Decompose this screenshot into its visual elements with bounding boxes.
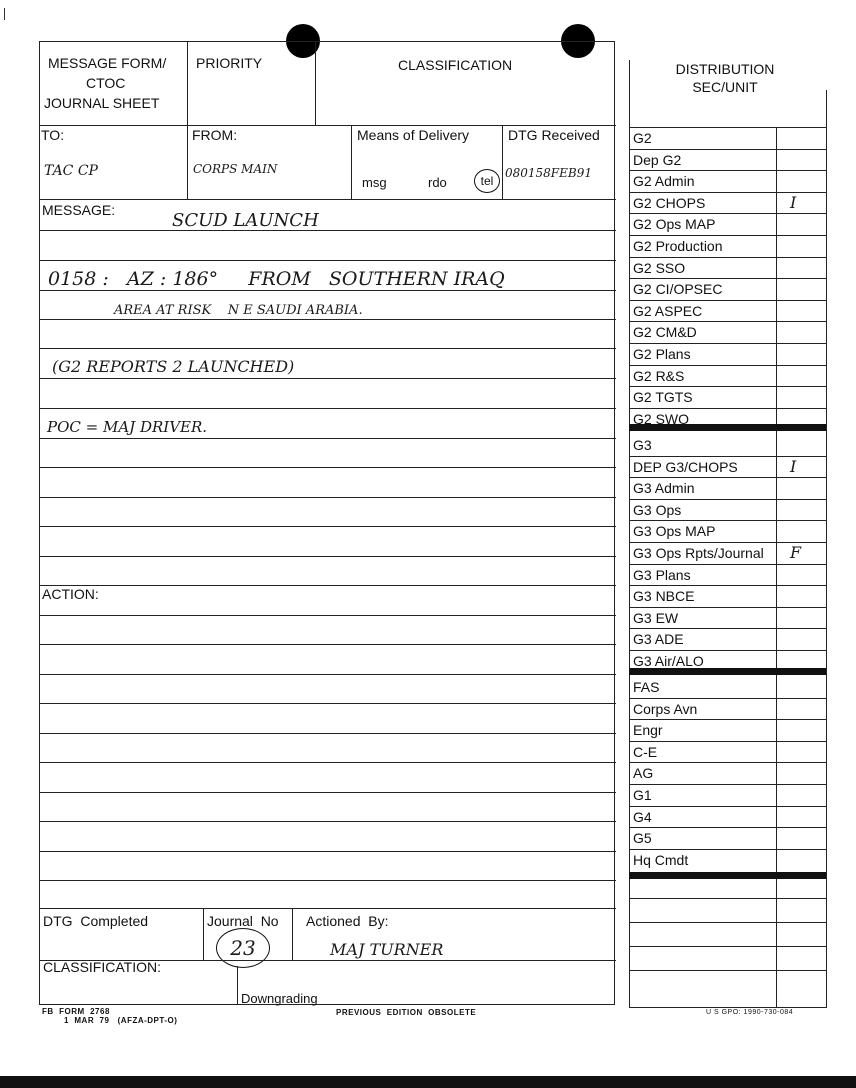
distribution-item-label: G2 Plans: [633, 346, 691, 362]
form-title: [44, 53, 184, 113]
to-label: TO:: [41, 127, 65, 143]
distribution-border-right: [826, 90, 827, 1008]
form-main-border: [39, 41, 615, 1005]
distribution-row-line: [629, 235, 826, 236]
form-title-line1: MESSAGE FORM/: [48, 55, 167, 71]
distribution-item-label: G1: [633, 787, 652, 803]
distribution-item-label: FAS: [633, 679, 660, 695]
distribution-item-label: Hq Cmdt: [633, 851, 689, 868]
downgrading-divider: [237, 966, 238, 1005]
distribution-row-line: [629, 898, 826, 899]
message-line-2[interactable]: AREA AT RISK N E SAUDI ARABIA.: [114, 303, 363, 318]
distribution-item-label: G2 CI/OPSEC: [633, 281, 723, 298]
distribution-row-line: [629, 741, 826, 742]
page-bottom-edge: [0, 1076, 856, 1088]
distribution-row-line: [629, 762, 826, 763]
ruled-line: [39, 880, 616, 881]
means-of-delivery-label: Means of Delivery: [357, 127, 470, 143]
ruled-line: [39, 556, 616, 557]
distribution-row-line: [629, 827, 826, 828]
ruled-line: [39, 230, 616, 231]
distribution-item-label: G2 Production: [633, 238, 723, 254]
distribution-title: [650, 60, 800, 96]
distribution-row-line: [629, 127, 826, 128]
journal-no-value[interactable]: 23: [216, 928, 270, 968]
page-left-edge-mark: [4, 8, 5, 20]
distribution-item-label: G3 EW: [633, 609, 679, 626]
ruled-line: [39, 290, 616, 291]
form-id-line1: FB FORM 2768: [42, 1007, 110, 1016]
distribution-item-label: G3 NBCE: [633, 588, 695, 605]
distribution-item-label: Dep G2: [633, 151, 682, 168]
distribution-item-label: G2 TGTS: [633, 389, 693, 406]
distribution-title-line1: DISTRIBUTION: [675, 61, 775, 77]
distribution-row-line: [629, 365, 826, 366]
bottom-divider-1: [203, 908, 204, 960]
distribution-row-line: [629, 278, 826, 279]
from-value[interactable]: CORPS MAIN: [193, 162, 278, 176]
distribution-border-left: [629, 60, 630, 1008]
distribution-row-line: [629, 970, 826, 971]
distribution-row-line: [629, 698, 826, 699]
distribution-row-line: [629, 343, 826, 344]
form-id-line2: 1 MAR 79 (AFZA-DPT-O): [64, 1016, 178, 1025]
distribution-row-line: [629, 520, 826, 521]
distribution-item-label: DEP G3/CHOPS: [633, 458, 738, 475]
ruled-line: [39, 378, 616, 379]
ruled-line: [39, 674, 616, 675]
distribution-row-line: [629, 257, 826, 258]
distribution-row-line: [629, 213, 826, 214]
distribution-item-label: G3 Plans: [633, 566, 691, 583]
dtg-received-value[interactable]: 080158FEB91: [505, 166, 592, 180]
ruled-line: [39, 526, 616, 527]
distribution-item-label: G4: [633, 808, 652, 825]
ruled-line: [39, 348, 616, 349]
distribution-row-line: [629, 784, 826, 785]
routing-divider-3: [502, 125, 503, 199]
distribution-item-label: G3 ADE: [633, 631, 684, 648]
from-label: FROM:: [192, 127, 238, 143]
ruled-line: [39, 408, 616, 409]
actioned-by-value[interactable]: MAJ TURNER: [330, 940, 444, 959]
message-label: MESSAGE:: [42, 202, 116, 218]
distribution-group-separator: [629, 872, 826, 879]
distribution-row-line: [629, 806, 826, 807]
routing-divider-2: [351, 125, 352, 199]
ruled-line: [39, 703, 616, 704]
distribution-item-label: G3 Ops: [633, 501, 682, 518]
distribution-item-label: Engr: [633, 722, 663, 739]
ruled-line: [39, 792, 616, 793]
distribution-group-separator: [629, 668, 826, 675]
message-line-1[interactable]: 0158 : AZ : 186° FROM SOUTHERN IRAQ: [48, 268, 505, 290]
means-option-rdo[interactable]: rdo: [428, 175, 447, 190]
classification-header-label: CLASSIFICATION: [398, 57, 513, 73]
ruled-line: [39, 260, 616, 261]
ruled-line: [39, 497, 616, 498]
ruled-line: [39, 319, 616, 320]
distribution-item-label: G2 CM&D: [633, 324, 697, 341]
distribution-item-label: G2: [633, 130, 652, 146]
distribution-bottom-line: [629, 1007, 826, 1008]
distribution-item-label: G3 Air/ALO: [633, 653, 704, 669]
distribution-row-line: [629, 607, 826, 608]
distribution-row-line: [629, 456, 826, 457]
distribution-item-mark[interactable]: I: [790, 192, 797, 212]
means-option-msg[interactable]: msg: [362, 175, 387, 190]
distribution-item-label: G2 R&S: [633, 367, 685, 384]
classification-footer-label: CLASSIFICATION:: [43, 959, 161, 975]
distribution-row-line: [629, 321, 826, 322]
dtg-received-label: DTG Received: [508, 127, 600, 143]
distribution-row-line: [629, 477, 826, 478]
dtg-completed-label: DTG Completed: [43, 913, 149, 929]
distribution-item-label: G2 Admin: [633, 173, 695, 190]
distribution-row-line: [629, 719, 826, 720]
bottom-block-top-line: [39, 908, 616, 909]
distribution-row-line: [629, 922, 826, 923]
message-top-line: [39, 199, 616, 200]
distribution-row-line: [629, 585, 826, 586]
previous-edition-note: PREVIOUS EDITION OBSOLETE: [336, 1008, 477, 1017]
action-top-line: [39, 585, 616, 586]
distribution-row-line: [629, 650, 826, 651]
actioned-by-label: Actioned By:: [306, 913, 389, 929]
distribution-item-mark[interactable]: F: [790, 543, 802, 562]
distribution-item-mark[interactable]: I: [790, 456, 797, 476]
ruled-line: [39, 851, 616, 852]
form-title-line2: CTOC: [86, 75, 126, 91]
ruled-line: [39, 821, 616, 822]
distribution-item-label: G2 SWO: [633, 410, 690, 427]
action-label: ACTION:: [42, 586, 99, 602]
bottom-divider-2: [292, 908, 293, 960]
downgrading-label: Downgrading: [241, 991, 318, 1006]
distribution-row-line: [629, 408, 826, 409]
routing-divider-1: [187, 125, 188, 199]
distribution-group-separator: [629, 424, 826, 431]
ruled-line: [39, 615, 616, 616]
journal-no-label: Journal No: [207, 913, 279, 929]
priority-label: PRIORITY: [196, 55, 263, 71]
distribution-item-label: G2 SSO: [633, 259, 686, 276]
distribution-item-label: AG: [633, 765, 654, 782]
routing-top-line: [39, 125, 616, 126]
distribution-row-line: [629, 300, 826, 301]
to-value[interactable]: TAC CP: [44, 163, 98, 179]
distribution-item-label: G2 Ops MAP: [633, 216, 716, 233]
distribution-row-line: [629, 849, 826, 850]
distribution-item-label: G5: [633, 830, 652, 847]
ruled-line: [39, 644, 616, 645]
distribution-title-line2: SEC/UNIT: [692, 79, 758, 95]
distribution-row-line: [629, 499, 826, 500]
distribution-item-label: G3: [633, 437, 652, 453]
distribution-item-label: G3 Admin: [633, 480, 695, 497]
ruled-line: [39, 733, 616, 734]
message-line-4[interactable]: POC = MAJ DRIVER.: [47, 418, 208, 436]
ruled-line: [39, 438, 616, 439]
message-subject[interactable]: SCUD LAUNCH: [172, 210, 319, 231]
distribution-row-line: [629, 149, 826, 150]
distribution-row-line: [629, 564, 826, 565]
distribution-item-label: G2 CHOPS: [633, 194, 706, 211]
ruled-line: [39, 762, 616, 763]
ruled-line: [39, 467, 616, 468]
distribution-row-line: [629, 628, 826, 629]
distribution-item-label: Corps Avn: [633, 700, 698, 717]
header-divider-1: [187, 41, 188, 125]
form-title-line3: JOURNAL SHEET: [44, 95, 160, 111]
gpo-note: U S GPO: 1990-730-084: [706, 1009, 794, 1016]
distribution-item-label: G3 Ops Rpts/Journal: [633, 545, 764, 561]
message-line-3[interactable]: (G2 REPORTS 2 LAUNCHED): [52, 357, 295, 376]
distribution-row-line: [629, 170, 826, 171]
means-option-tel[interactable]: tel: [474, 169, 500, 193]
distribution-row-line: [629, 192, 826, 193]
distribution-row-line: [629, 386, 826, 387]
distribution-item-label: C-E: [633, 743, 658, 760]
distribution-item-label: G3 Ops MAP: [633, 523, 716, 540]
distribution-item-label: G2 ASPEC: [633, 302, 703, 319]
distribution-row-line: [629, 946, 826, 947]
header-divider-2: [315, 41, 316, 125]
